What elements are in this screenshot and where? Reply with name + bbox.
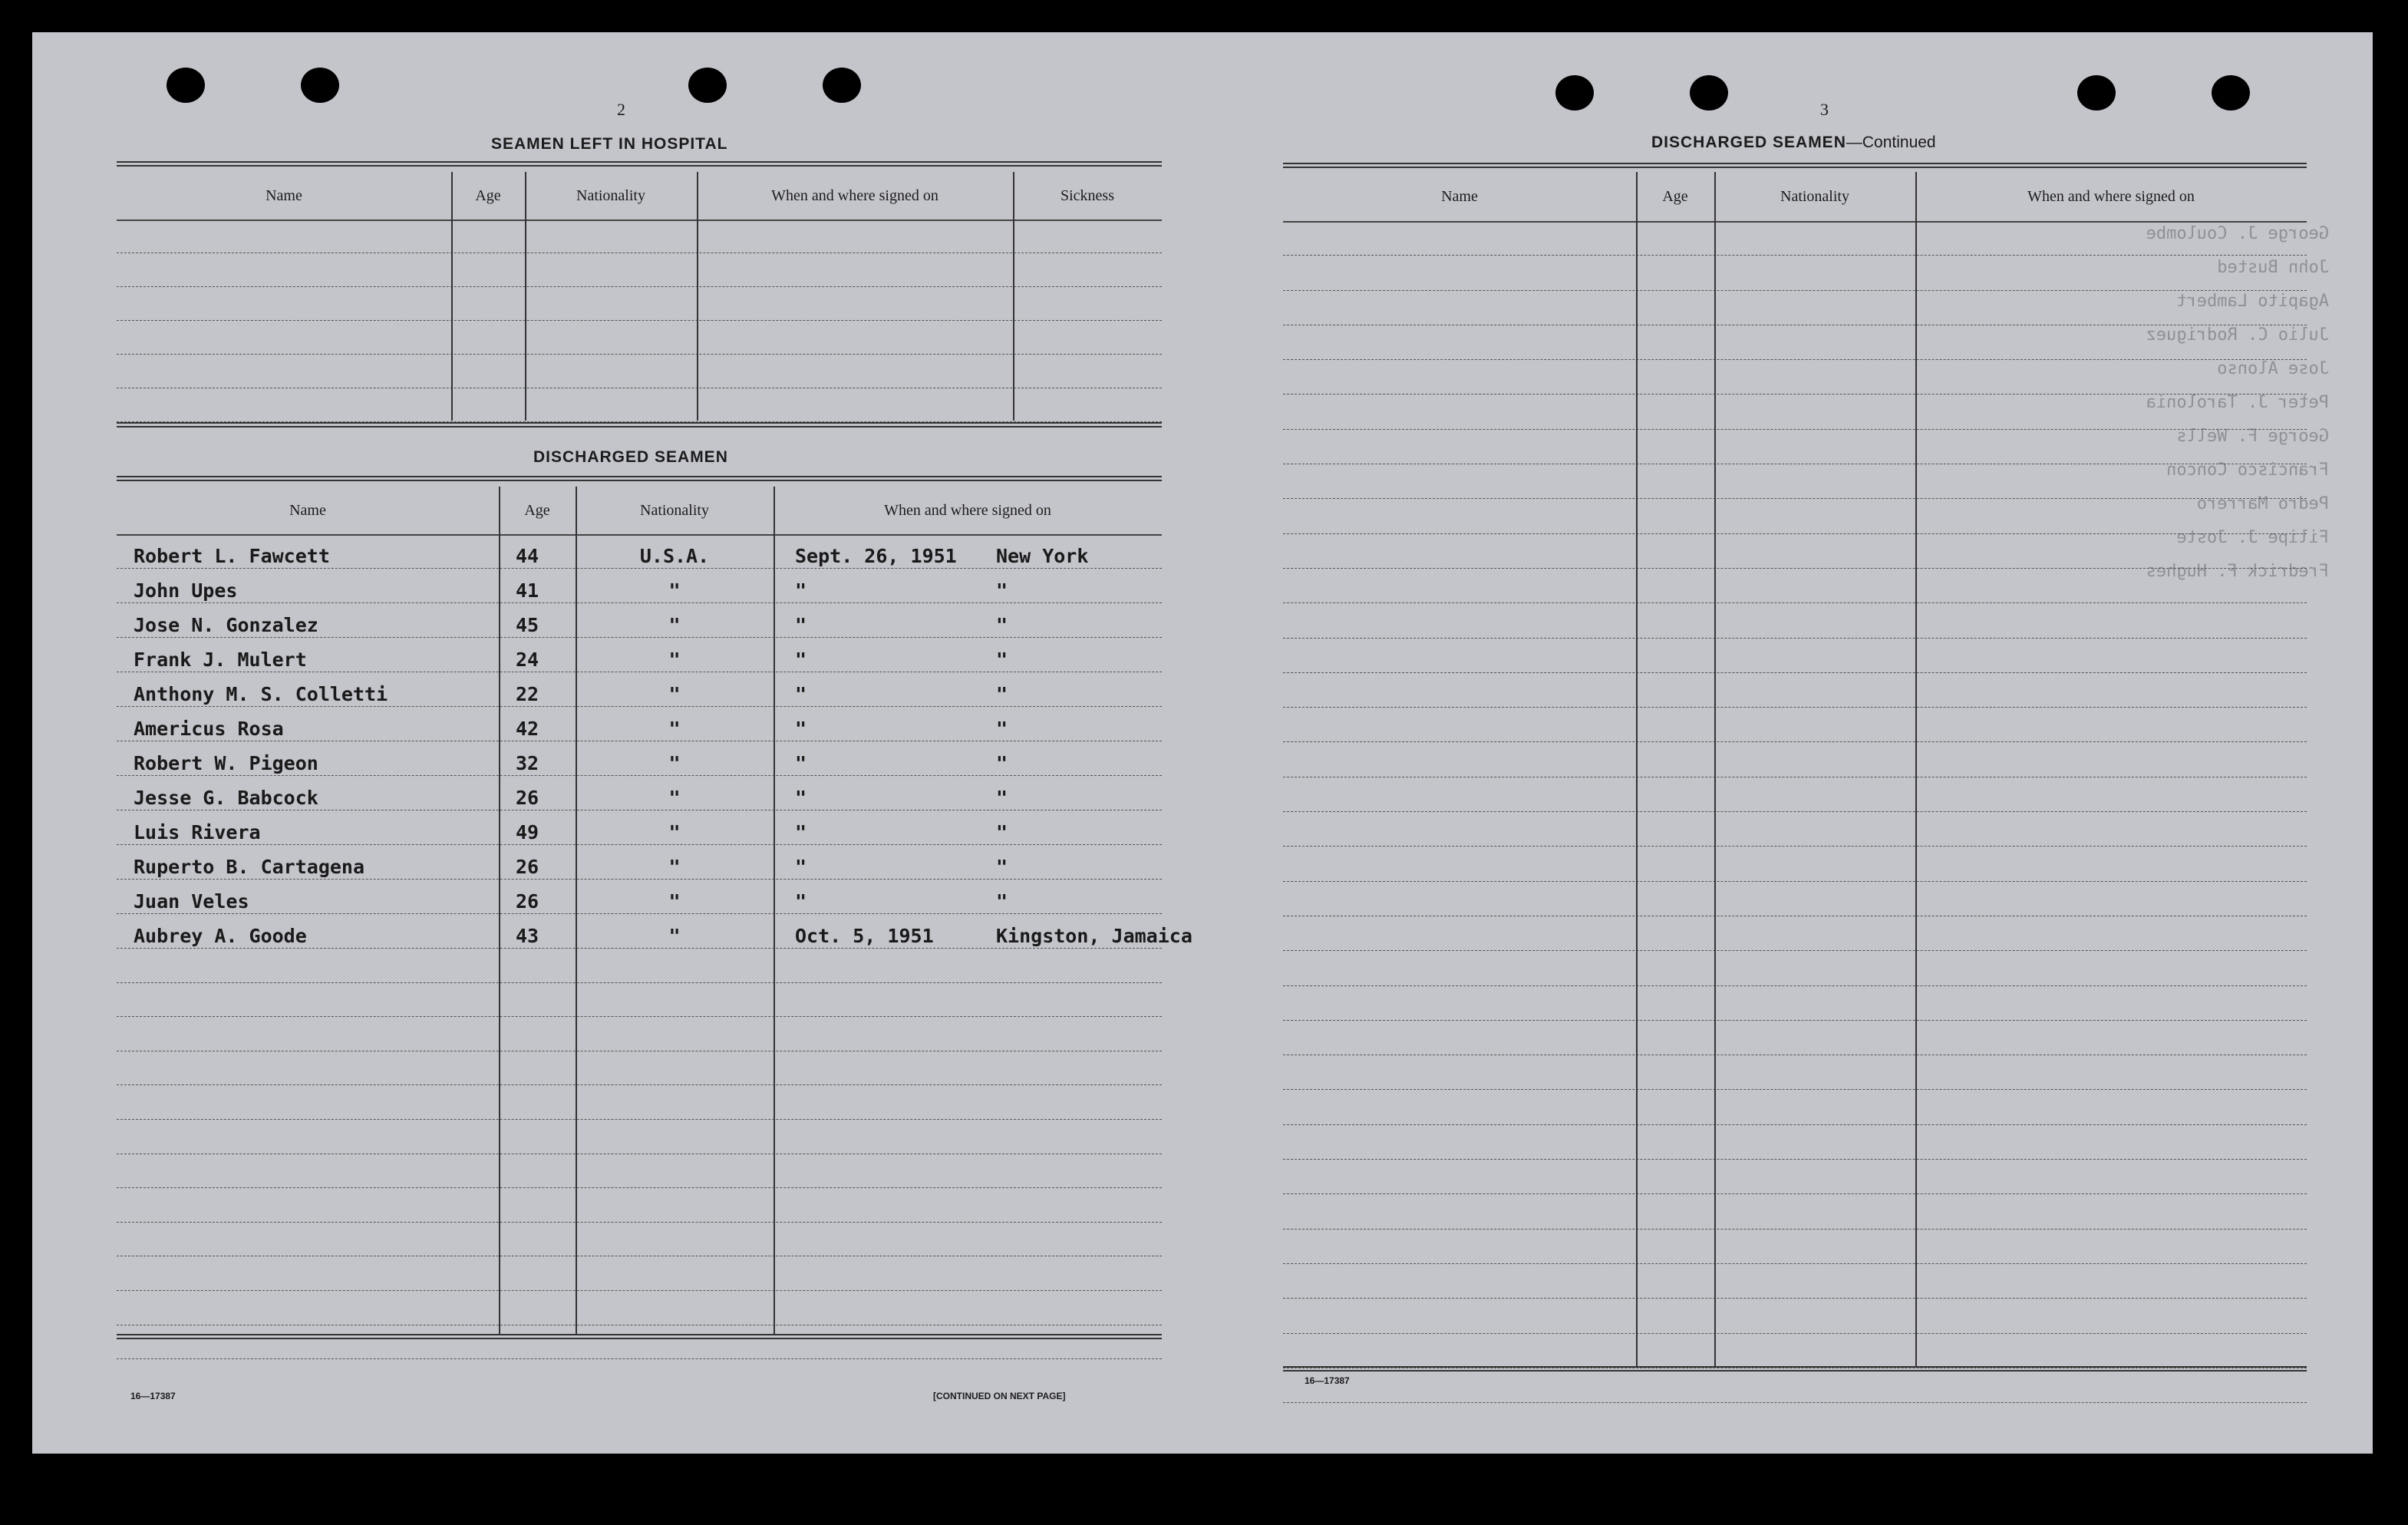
signed-on-place: " (996, 787, 1008, 809)
discharged-table (117, 476, 1192, 1420)
table-row (117, 1325, 1162, 1360)
signed-on-date: " (795, 890, 807, 913)
seaman-nationality: " (668, 890, 681, 913)
column-header: Age (1662, 187, 1688, 205)
signed-on-place: " (996, 856, 1008, 878)
seaman-age: 32 (516, 752, 539, 774)
table-row (117, 603, 1162, 638)
column-header: Age (475, 186, 501, 204)
punch-hole (167, 68, 205, 103)
table-row (1283, 291, 2307, 325)
table-row (1283, 464, 2307, 499)
table-row (1283, 1230, 2307, 1264)
table-row (1283, 1125, 2307, 1160)
punch-hole (1555, 75, 1594, 111)
seaman-nationality: U.S.A. (639, 545, 710, 567)
table-row (1283, 569, 2307, 603)
seaman-nationality: " (668, 649, 681, 671)
signed-on-place: " (996, 752, 1008, 774)
table-row (117, 880, 1162, 914)
table-row (117, 388, 1162, 422)
table-row (1283, 534, 2307, 569)
signed-on-date: " (795, 683, 807, 705)
seaman-nationality: " (668, 752, 681, 774)
table-row (1283, 1299, 2307, 1333)
table-row (117, 355, 1162, 388)
signed-on-place: " (996, 614, 1008, 636)
hospital-table-header (117, 172, 1162, 221)
column-header: Name (266, 186, 302, 204)
punch-hole (688, 68, 727, 103)
table-row (1283, 639, 2307, 673)
signed-on-date: Sept. 26, 1951 (795, 545, 957, 567)
bleed-through-line: Agapito Lambert (2176, 292, 2329, 311)
table-row (117, 534, 1162, 569)
seaman-age: 24 (516, 649, 539, 671)
seaman-name: Frank J. Mulert (134, 649, 307, 671)
table-row (1283, 812, 2307, 847)
signed-on-date: " (795, 752, 807, 774)
table-row (1283, 394, 2307, 429)
table-row (1283, 742, 2307, 777)
column-header: When and where signed on (771, 186, 938, 204)
seaman-age: 42 (516, 718, 539, 740)
signed-on-date: " (795, 787, 807, 809)
table-row (117, 914, 1192, 949)
seaman-nationality: " (668, 718, 681, 740)
signed-on-place: " (996, 683, 1008, 705)
table-row (117, 1223, 1162, 1257)
section-title-suffix: —Continued (1846, 134, 1936, 151)
signed-on-place: " (996, 649, 1008, 671)
table-row (1283, 1021, 2307, 1055)
punch-hole (823, 68, 861, 103)
table-row (117, 983, 1162, 1018)
seaman-nationality: " (668, 821, 681, 843)
column-header: When and where signed on (884, 501, 1051, 519)
signed-on-date: " (795, 856, 807, 878)
seaman-name: Americus Rosa (134, 718, 284, 740)
form-number: 16—17387 (1305, 1375, 1350, 1386)
table-row (1283, 847, 2307, 881)
column-header: Name (1441, 187, 1478, 205)
left-page (32, 32, 1202, 1454)
punch-hole (2077, 75, 2116, 111)
table-row (117, 1154, 1162, 1189)
column-header: Age (524, 501, 550, 519)
bleed-through-line: Peter J. Tarolonia (2146, 393, 2329, 412)
table-row (1283, 360, 2307, 394)
form-number: 16—17387 (130, 1391, 176, 1401)
table-row (1283, 777, 2307, 812)
column-header: Nationality (640, 501, 709, 519)
discharged-continued-table (1283, 163, 2307, 1391)
seaman-name: Luis Rivera (134, 821, 261, 843)
seaman-name: Robert W. Pigeon (134, 752, 318, 774)
column-header: Name (289, 501, 326, 519)
bleed-through-line: Fredrick F. Hughes (2146, 562, 2329, 581)
seaman-age: 26 (516, 890, 539, 913)
bleed-through-line: Jose Alonso (2217, 359, 2329, 378)
discharged-section-title: DISCHARGED SEAMEN (533, 448, 728, 466)
seaman-name: Jesse G. Babcock (134, 787, 318, 809)
bleed-through-line: George J. Coulombe (2146, 224, 2329, 243)
hospital-table (117, 161, 1162, 459)
table-row (117, 949, 1162, 983)
page-number: 2 (617, 100, 625, 119)
table-row (117, 253, 1162, 287)
table-row (1283, 325, 2307, 360)
hospital-section-title: SEAMEN LEFT IN HOSPITAL (491, 135, 728, 153)
column-header: Nationality (1780, 187, 1849, 205)
table-row (117, 1051, 1162, 1086)
continued-section-title (1651, 134, 1936, 152)
table-row (1283, 1160, 2307, 1194)
seaman-name: John Upes (134, 579, 238, 602)
seaman-nationality: " (668, 579, 681, 602)
signed-on-date: " (795, 614, 807, 636)
table-row (1283, 1055, 2307, 1090)
seaman-age: 22 (516, 683, 539, 705)
seaman-name: Juan Veles (134, 890, 249, 913)
table-row (1283, 1090, 2307, 1124)
continued-note: [CONTINUED ON NEXT PAGE] (933, 1391, 1066, 1401)
seaman-age: 43 (516, 925, 539, 947)
table-row (117, 776, 1162, 810)
table-row (117, 569, 1162, 603)
table-row (117, 1188, 1162, 1223)
bleed-through-line: Filipe J. Joste (2176, 528, 2329, 547)
punch-hole (2212, 75, 2250, 111)
seaman-name: Ruperto B. Cartagena (134, 856, 365, 878)
seaman-nationality: " (668, 683, 681, 705)
punch-hole (301, 68, 339, 103)
table-row (1283, 951, 2307, 985)
table-row (1283, 603, 2307, 638)
signed-on-place: " (996, 821, 1008, 843)
column-header: When and where signed on (2027, 187, 2195, 205)
table-row (117, 321, 1162, 355)
signed-on-place: New York (996, 545, 1089, 567)
signed-on-place: Kingston, Jamaica (996, 925, 1192, 947)
table-row (117, 741, 1162, 776)
signed-on-date: Oct. 5, 1951 (795, 925, 934, 947)
signed-on-date: " (795, 821, 807, 843)
table-row (117, 638, 1162, 672)
signed-on-place: " (996, 890, 1008, 913)
table-row (117, 220, 1162, 253)
table-row (1283, 430, 2307, 464)
punch-hole (1690, 75, 1728, 111)
continued-rows (1283, 221, 2307, 1403)
seaman-name: Aubrey A. Goode (134, 925, 307, 947)
page-number: 3 (1820, 100, 1829, 119)
signed-on-place: " (996, 718, 1008, 740)
signed-on-date: " (795, 649, 807, 671)
table-row (117, 1017, 1162, 1051)
seaman-nationality: " (668, 925, 681, 947)
bleed-through-line: John Busted (2217, 258, 2329, 277)
seaman-age: 49 (516, 821, 539, 843)
table-row (117, 845, 1162, 880)
hospital-rows (117, 220, 1162, 422)
table-row (1283, 1194, 2307, 1229)
seaman-nationality: " (668, 614, 681, 636)
table-row (117, 707, 1162, 741)
table-row (117, 1256, 1162, 1291)
seaman-name: Robert L. Fawcett (134, 545, 330, 567)
table-row (117, 810, 1162, 845)
seaman-nationality: " (668, 856, 681, 878)
bleed-through-line: Pedro Marrero (2196, 494, 2329, 513)
bleed-through-line: Julio C. Rodriguez (2146, 325, 2329, 345)
table-row (1283, 1334, 2307, 1368)
continued-table-header (1283, 172, 2307, 223)
table-row (117, 1291, 1162, 1325)
table-row (1283, 882, 2307, 916)
seaman-name: Anthony M. S. Colletti (134, 683, 388, 705)
table-row (117, 1085, 1162, 1120)
discharged-rows (117, 534, 1192, 1359)
seaman-name: Jose N. Gonzalez (134, 614, 318, 636)
column-header: Sickness (1061, 186, 1114, 204)
seaman-age: 26 (516, 856, 539, 878)
section-title-main: DISCHARGED SEAMEN (1651, 134, 1846, 151)
table-row (1283, 1264, 2307, 1299)
table-row (1283, 221, 2307, 256)
table-row (1283, 1368, 2307, 1403)
table-row (1283, 708, 2307, 742)
signed-on-place: " (996, 579, 1008, 602)
table-row (117, 1120, 1162, 1154)
table-row (1283, 673, 2307, 708)
seaman-age: 26 (516, 787, 539, 809)
table-row (117, 287, 1162, 321)
table-row (117, 672, 1162, 707)
table-row (1283, 986, 2307, 1021)
signed-on-date: " (795, 718, 807, 740)
seaman-age: 44 (516, 545, 539, 567)
discharged-table-header (117, 487, 1162, 536)
bleed-through-line: Francisco Concon (2166, 460, 2329, 480)
table-row (1283, 256, 2307, 290)
bleed-through-line: George F. Wells (2176, 427, 2329, 446)
table-row (1283, 916, 2307, 951)
seaman-age: 41 (516, 579, 539, 602)
column-header: Nationality (576, 186, 645, 204)
signed-on-date: " (795, 579, 807, 602)
table-row (1283, 499, 2307, 533)
seaman-nationality: " (668, 787, 681, 809)
seaman-age: 45 (516, 614, 539, 636)
